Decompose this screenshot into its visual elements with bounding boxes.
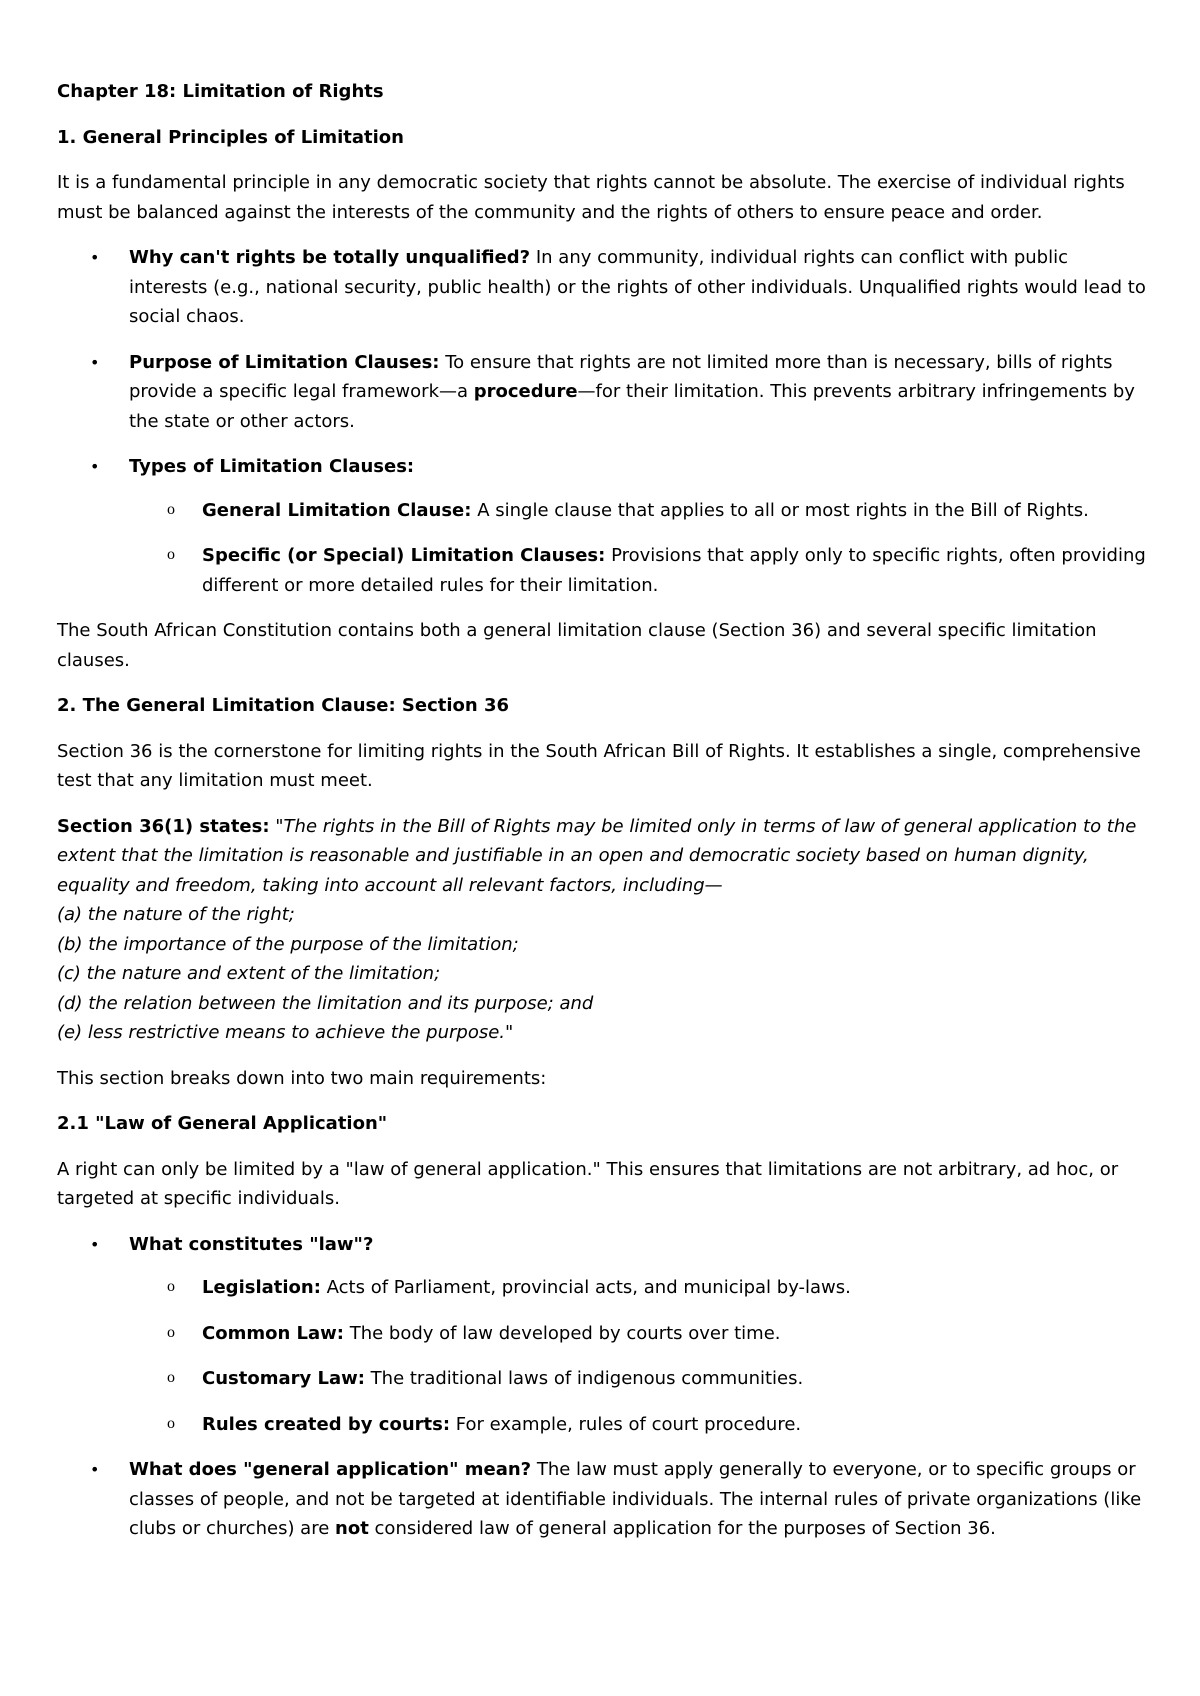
bullet-text: The law must apply generally to everyone, or to specific groups or classes of people, and not be targeted at identifiable individuals. The internal rules of private organizations (like clubs or churches) are <box>129 1459 1142 1539</box>
sub-list-item <box>57 496 1147 526</box>
section-1-intro: It is a fundamental principle in any democratic society that rights cannot be absolute. The exercise of individual rights must be balanced against the interests of the community and the rights of others to ensure peace and order. <box>57 172 1125 223</box>
sub-label: Customary Law: <box>202 1368 365 1389</box>
sub-label: Rules created by courts: <box>202 1413 451 1435</box>
section-2-1-bullet-list <box>57 1230 1147 1544</box>
sub-bullet-icon: o <box>167 1414 175 1432</box>
chapter-title: Chapter 18: Limitation of Rights <box>57 81 384 102</box>
quote-label: Section 36(1) states: <box>57 815 270 837</box>
bullet-icon: • <box>90 248 100 267</box>
sub-bullet-icon: o <box>167 1369 175 1386</box>
sub-bullet-icon: o <box>167 500 175 518</box>
sub-list-item <box>57 1364 1147 1394</box>
list-item <box>57 243 1147 332</box>
bullet-label: Why can't rights be totally unqualified? <box>129 247 531 268</box>
bullet-text: —for their limitation. This prevents arbitrary infringements by the state or other actors. <box>129 381 1135 432</box>
sub-list-item <box>57 1273 1147 1303</box>
sub-list-item <box>57 1410 1147 1440</box>
sub-list-item <box>57 1319 1147 1349</box>
list-item <box>57 348 1147 437</box>
quote-item: (d) the relation between the limitation and its purpose; and <box>57 992 594 1014</box>
sub-text: Acts of Parliament, provincial acts, and municipal by-laws. <box>320 1277 851 1298</box>
bullet-icon: • <box>90 352 100 372</box>
bullet-icon: • <box>90 1234 100 1254</box>
sub-label: Legislation: <box>202 1277 321 1298</box>
bullet-emphasis: procedure <box>473 381 578 402</box>
section-2-1-heading: 2.1 "Law of General Application" <box>57 1113 388 1134</box>
list-item <box>57 1455 1147 1544</box>
list-item <box>57 452 1147 600</box>
quote-item: (e) less restrictive means to achieve the purpose." <box>57 1022 514 1043</box>
bullet-label: What constitutes "law"? <box>129 1233 374 1255</box>
bullet-label: What does "general application" mean? <box>129 1459 532 1480</box>
section-1-outro: The South African Constitution contains both a general limitation clause (Section 36) and several specific limitation clauses. <box>57 620 1097 671</box>
sub-list <box>129 1273 1147 1439</box>
section-2-1-intro: A right can only be limited by a "law of general application." This ensures that limitations are not arbitrary, ad hoc, or targeted at specific individuals. <box>57 1158 1119 1209</box>
quote-item: (b) the importance of the purpose of the limitation; <box>57 933 519 955</box>
bullet-emphasis: not <box>335 1518 369 1539</box>
sub-label: Common Law: <box>202 1322 344 1344</box>
section-2-heading: 2. The General Limitation Clause: Section 36 <box>57 695 510 716</box>
section-2-breakdown: This section breaks down into two main requirements: <box>57 1067 547 1089</box>
document-page <box>57 77 1147 1560</box>
sub-bullet-icon: o <box>167 1323 175 1341</box>
sub-text: For example, rules of court procedure. <box>450 1413 802 1435</box>
quote-item: (a) the nature of the right; <box>57 904 295 925</box>
bullet-label: Purpose of Limitation Clauses: <box>129 351 440 373</box>
section-36-quote <box>57 812 1147 1048</box>
bullet-icon: • <box>90 1460 100 1479</box>
sub-label: Specific (or Special) Limitation Clauses: <box>202 545 606 566</box>
sub-text: The body of law developed by courts over time. <box>343 1322 781 1344</box>
bullet-label: Types of Limitation Clauses: <box>129 456 415 477</box>
bullet-text: In any community, individual rights can conflict with public interests (e.g., national security, public health) or the rights of other individuals. Unqualified rights would lead to social chaos. <box>129 247 1146 327</box>
section-2-intro: Section 36 is the cornerstone for limiting rights in the South African Bill of Rights. It establishes a single, comprehensive test that any limitation must meet. <box>57 740 1141 791</box>
sub-text: A single clause that applies to all or most rights in the Bill of Rights. <box>471 499 1089 521</box>
sub-bullet-icon: o <box>167 546 175 563</box>
section-1-heading: 1. General Principles of Limitation <box>57 126 404 148</box>
quote-item: (c) the nature and extent of the limitation; <box>57 963 441 984</box>
sub-text: The traditional laws of indigenous communities. <box>364 1368 804 1389</box>
bullet-text: To ensure that rights are not limited more than is necessary, bills of rights provide a specific legal framework—a <box>129 351 1113 402</box>
sub-label: General Limitation Clause: <box>202 499 472 521</box>
quote-main: "The rights in the Bill of Rights may be limited only in terms of law of general application to the extent that the limitation is reasonable and justifiable in an open and democratic society based on human dignity, equality and freedom, taking into account all relevant factors, including— <box>57 815 1137 896</box>
sub-list-item <box>57 541 1147 600</box>
sub-text: Provisions that apply only to specific rights, often providing different or more detailed rules for their limitation. <box>202 545 1146 596</box>
bullet-text: considered law of general application for the purposes of Section 36. <box>368 1518 996 1539</box>
bullet-icon: • <box>90 457 100 476</box>
section-1-bullet-list <box>57 243 1147 600</box>
sub-list <box>129 496 1147 601</box>
sub-bullet-icon: o <box>167 1278 175 1295</box>
list-item <box>57 1230 1147 1440</box>
